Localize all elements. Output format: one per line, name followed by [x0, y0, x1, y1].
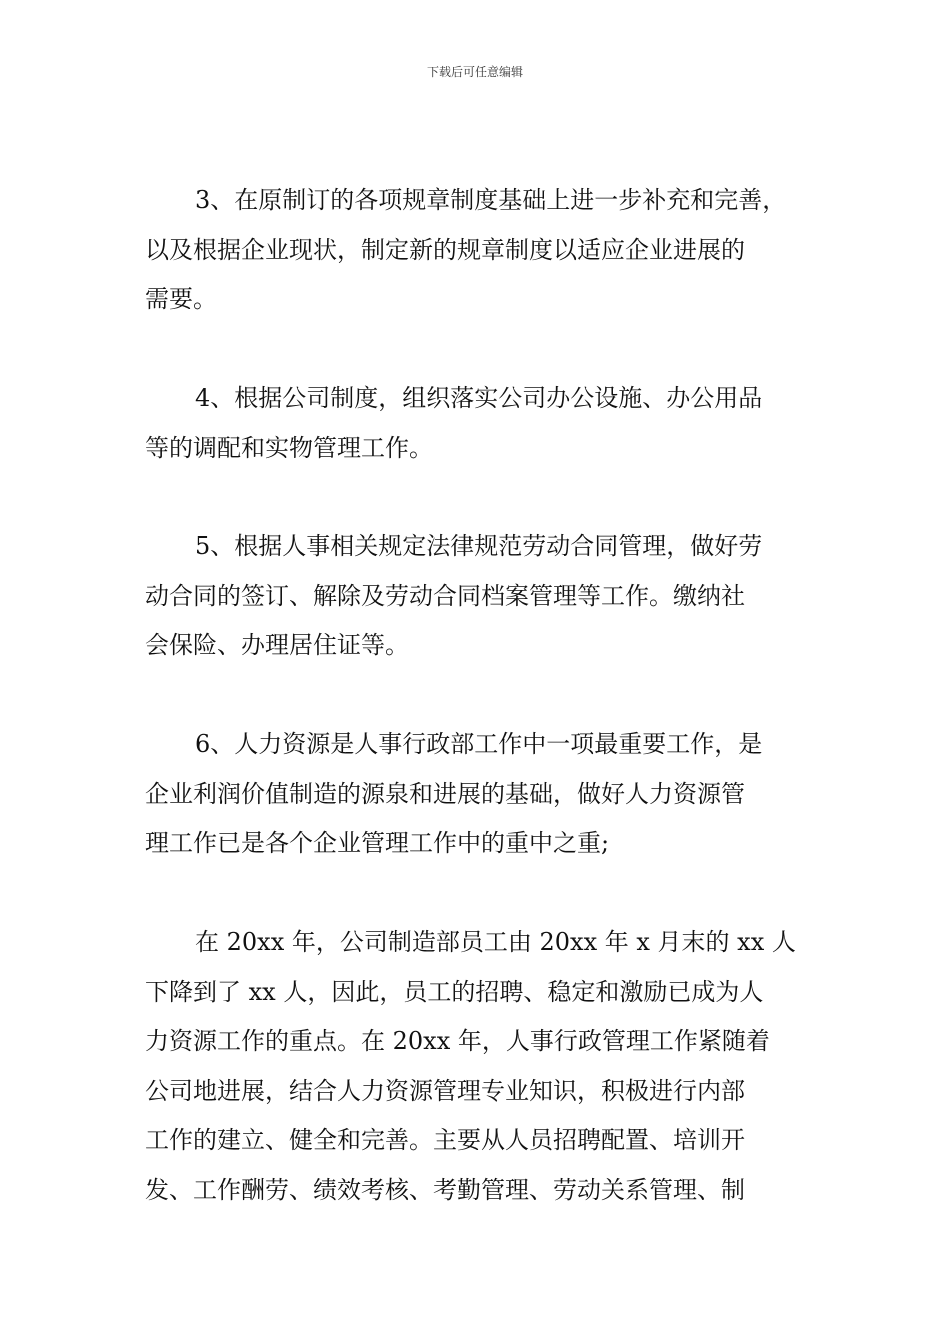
paragraph-line: 等的调配和实物管理工作。: [145, 433, 433, 462]
paragraph-line: 5、根据人事相关规定法律规范劳动合同管理，做好劳: [195, 532, 763, 560]
paragraph-line: 力资源工作的重点。在 20xx 年，人事行政管理工作紧随着: [145, 1027, 770, 1055]
paragraph-4: [145, 374, 810, 473]
paragraph-line: 需要。: [145, 285, 217, 313]
page-header: 下载后可任意编辑: [426, 65, 523, 79]
paragraph-line: 发、工作酬劳、绩效考核、考勤管理、劳动关系管理、制: [145, 1175, 745, 1204]
paragraph-line: 动合同的签订、解除及劳动合同档案管理等工作。缴纳社: [145, 581, 745, 610]
paragraph-line: 公司地进展，结合人力资源管理专业知识，积极进行内部: [145, 1076, 745, 1105]
paragraph-line: 4、根据公司制度，组织落实公司办公设施、办公用品: [195, 384, 763, 412]
paragraph-line: 下降到了 xx 人，因此，员工的招聘、稳定和激励已成为人: [145, 977, 764, 1006]
paragraph-5: [145, 522, 810, 671]
paragraph-3: [145, 176, 810, 325]
paragraph-line: 会保险、办理居住证等。: [145, 631, 409, 659]
paragraph-line: 企业利润价值制造的源泉和进展的基础，做好人力资源管: [145, 779, 745, 808]
paragraph-line: 以及根据企业现状，制定新的规章制度以适应企业进展的: [145, 235, 745, 264]
paragraph-line: 在 20xx 年，公司制造部员工由 20xx 年 x 月末的 xx 人: [195, 928, 796, 956]
paragraph-line: 理工作已是各个企业管理工作中的重中之重;: [145, 829, 610, 857]
paragraph-summary: [145, 918, 810, 1215]
paragraph-6: [145, 720, 810, 869]
paragraph-line: 6、人力资源是人事行政部工作中一项最重要工作，是: [195, 730, 763, 758]
paragraph-line: 工作的建立、健全和完善。主要从人员招聘配置、培训开: [145, 1126, 745, 1154]
paragraph-line: 3、在原制订的各项规章制度基础上进一步补充和完善，: [195, 186, 787, 214]
